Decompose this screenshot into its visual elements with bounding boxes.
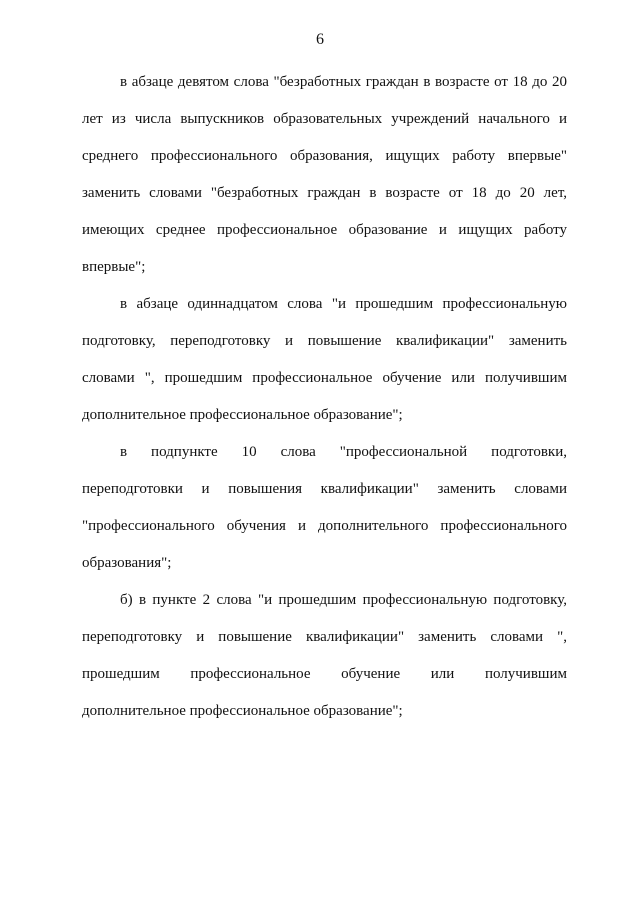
paragraph-eleventh-abzac: в абзаце одиннадцатом слова "и прошедшим профессиональную подготовку, переподготовку и повышение квалификации" заменить словами ", прошедшим профессиональное обучение или получившим дополнительное профессиональное образование"; — [82, 296, 567, 423]
paragraph-subpoint-10: в подпункте 10 слова "профессиональной подготовки, переподготовки и повышения квалификации" заменить словами "профессионального обучения и дополнительного профессионального образования"; — [82, 444, 567, 571]
document-body — [82, 64, 567, 730]
page-number: 6 — [316, 31, 324, 48]
paragraph-point-2: б) в пункте 2 слова "и прошедшим профессиональную подготовку, переподготовку и повышение квалификации" заменить словами ", прошедшим профессиональное обучение или получившим дополнительное профессиональное образование"; — [82, 592, 567, 719]
paragraph-ninth-abzac: в абзаце девятом слова "безработных граждан в возрасте от 18 до 20 лет из числа выпускников образовательных учреждений начального и среднего профессионального образования, ищущих работу впервые" заменить словами "безработных граждан в возрасте от 18 до 20 лет, имеющих среднее профессиональное образование и ищущих работу впервые"; — [82, 74, 567, 275]
